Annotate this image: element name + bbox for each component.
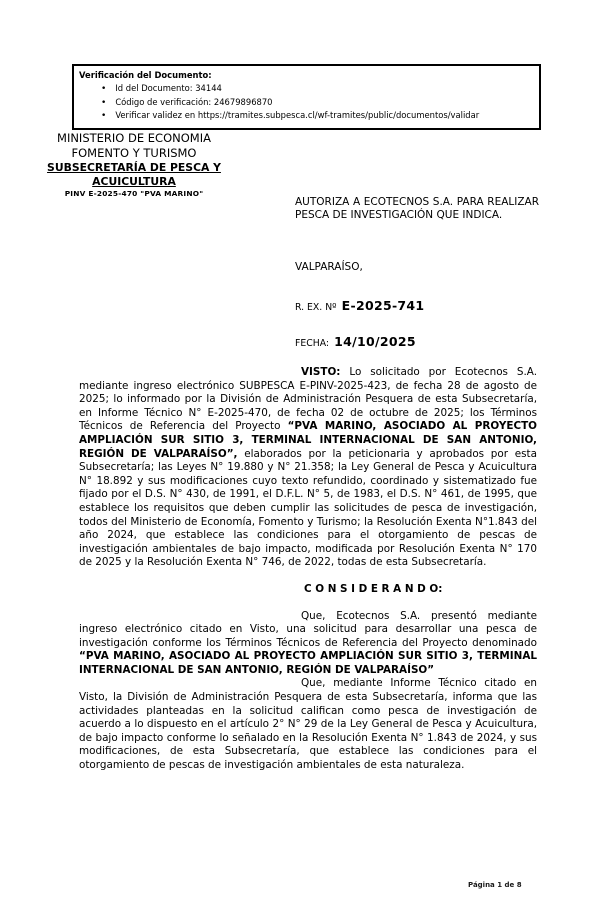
city-line: VALPARAÍSO, <box>295 261 363 273</box>
visto-text-2: elaborados por la peticionaria y aprobados por esta Subsecretaría; las Leyes N° 19.880 y N° 21.358; la Ley General de Pesca y Acuicultura N° 18.892 y sus modificaciones cuyo texto refundido, coordinado y sistematizado fue fijado por el D.S. N° 430, de 1991, el D.F.L. N° 5, de 1983, el D.S. N° 461, de 1995, que establece los requisitos que deben cumplir las solicitudes de pesca de investigación, todos del Ministerio de Economía, Fomento y Turismo; la Resolución Exenta N°1.843 del año 2024, que establece las condiciones para el otorgamiento de pescas de investigación ambientales de bajo impacto, modificada por Resolución Exenta N° 170 de 2025 y la Resolución Exenta N° 746, de 2022, todas de esta Subsecretaría. <box>79 447 537 569</box>
resolution-number-value: E-2025-741 <box>341 298 425 313</box>
page-number: Página 1 de 8 <box>468 881 522 889</box>
date-label: FECHA: <box>295 338 330 349</box>
considerando1-text: Que, Ecotecnos S.A. presentó mediante ingreso electrónico citado en Visto, una solicitud para desarrollar una pesca de investigación conforme los Términos Técnicos de Referencia del Proyecto denominado <box>79 609 537 649</box>
resolution-subject: AUTORIZA A ECOTECNOS S.A. PARA REALIZAR PESCA DE INVESTIGACIÓN QUE INDICA. <box>295 196 539 222</box>
resolution-number-line <box>295 295 424 314</box>
verification-item-document-id <box>79 82 534 96</box>
ministry-name-line1: MINISTERIO DE ECONOMIA <box>57 131 211 145</box>
letterhead <box>0 131 268 200</box>
subsecretaria-line2: ACUICULTURA <box>92 174 176 188</box>
visto-paragraph <box>79 366 537 570</box>
bullet-icon: • <box>101 111 107 122</box>
verification-box <box>72 64 541 130</box>
considerando-paragraph-2: Que, mediante Informe Técnico citado en Visto, la División de Administración Pesquera de esta Subsecretaría, informa que las actividades planteadas en la solicitud califican como pesca de investigación de acuerdo a lo dispuesto en el artículo 2° N° 29 de la Ley General de Pesca y Acuicultura, de bajo impacto conforme lo señalado en la Resolución Exenta N° 1.843 de 2024, y sus modificaciones, de esta Subsecretaría, que establece las condiciones para el otorgamiento de pescas de investigación ambientales de esta naturaleza. <box>79 677 537 772</box>
verification-item-url <box>79 109 534 123</box>
verification-item-text: Id del Documento: 34144 <box>115 82 222 93</box>
visto-text-1: Lo solicitado por Ecotecnos S.A. mediante ingreso electrónico SUBPESCA E-PINV-2025-423, de fecha 28 de agosto de 2025; lo informado por la División de Administración Pesquera de esta Subsecretaría, en Informe Técnico N° E-2025-470, de fecha 02 de octubre de 2025; los Términos Técnicos de Referencia del Proyecto <box>79 366 537 433</box>
considerando-paragraph-1 <box>79 610 537 678</box>
verification-item-text: Código de verificación: 24679896870 <box>115 96 273 107</box>
bullet-icon: • <box>101 83 107 94</box>
verification-box-title: Verificación del Documento: <box>79 70 212 80</box>
resolution-number-label: R. EX. Nº <box>295 302 337 313</box>
verification-item-code <box>79 96 534 110</box>
date-value: 14/10/2025 <box>334 334 416 349</box>
pinv-reference: PINV E-2025-470 "PVA MARINO" <box>64 189 204 198</box>
visto-project-name: “PVA MARINO, ASOCIADO AL PROYECTO AMPLIACIÓN SUR SITIO 3, TERMINAL INTERNACIONAL DE SAN ANTONIO, REGIÓN DE VALPARAÍSO”, <box>79 420 538 460</box>
ministry-name-line2: FOMENTO Y TURISMO <box>71 146 197 160</box>
considerando-heading: C O N S I D E R A N D O: <box>304 582 443 595</box>
bullet-icon: • <box>101 97 107 108</box>
verification-url-text: Verificar validez en https://tramites.subpesca.cl/wf-tramites/public/documentos/validar <box>115 110 480 121</box>
subsecretaria-line1: SUBSECRETARÍA DE PESCA Y <box>47 161 221 174</box>
visto-label: VISTO: <box>301 366 341 378</box>
considerando1-project-name: “PVA MARINO, ASOCIADO AL PROYECTO AMPLIACIÓN SUR SITIO 3, TERMINAL INTERNACIONAL DE SAN ANTONIO, REGIÓN DE VALPARAÍSO” <box>79 650 537 676</box>
date-line <box>295 331 416 350</box>
document-body <box>79 366 537 773</box>
